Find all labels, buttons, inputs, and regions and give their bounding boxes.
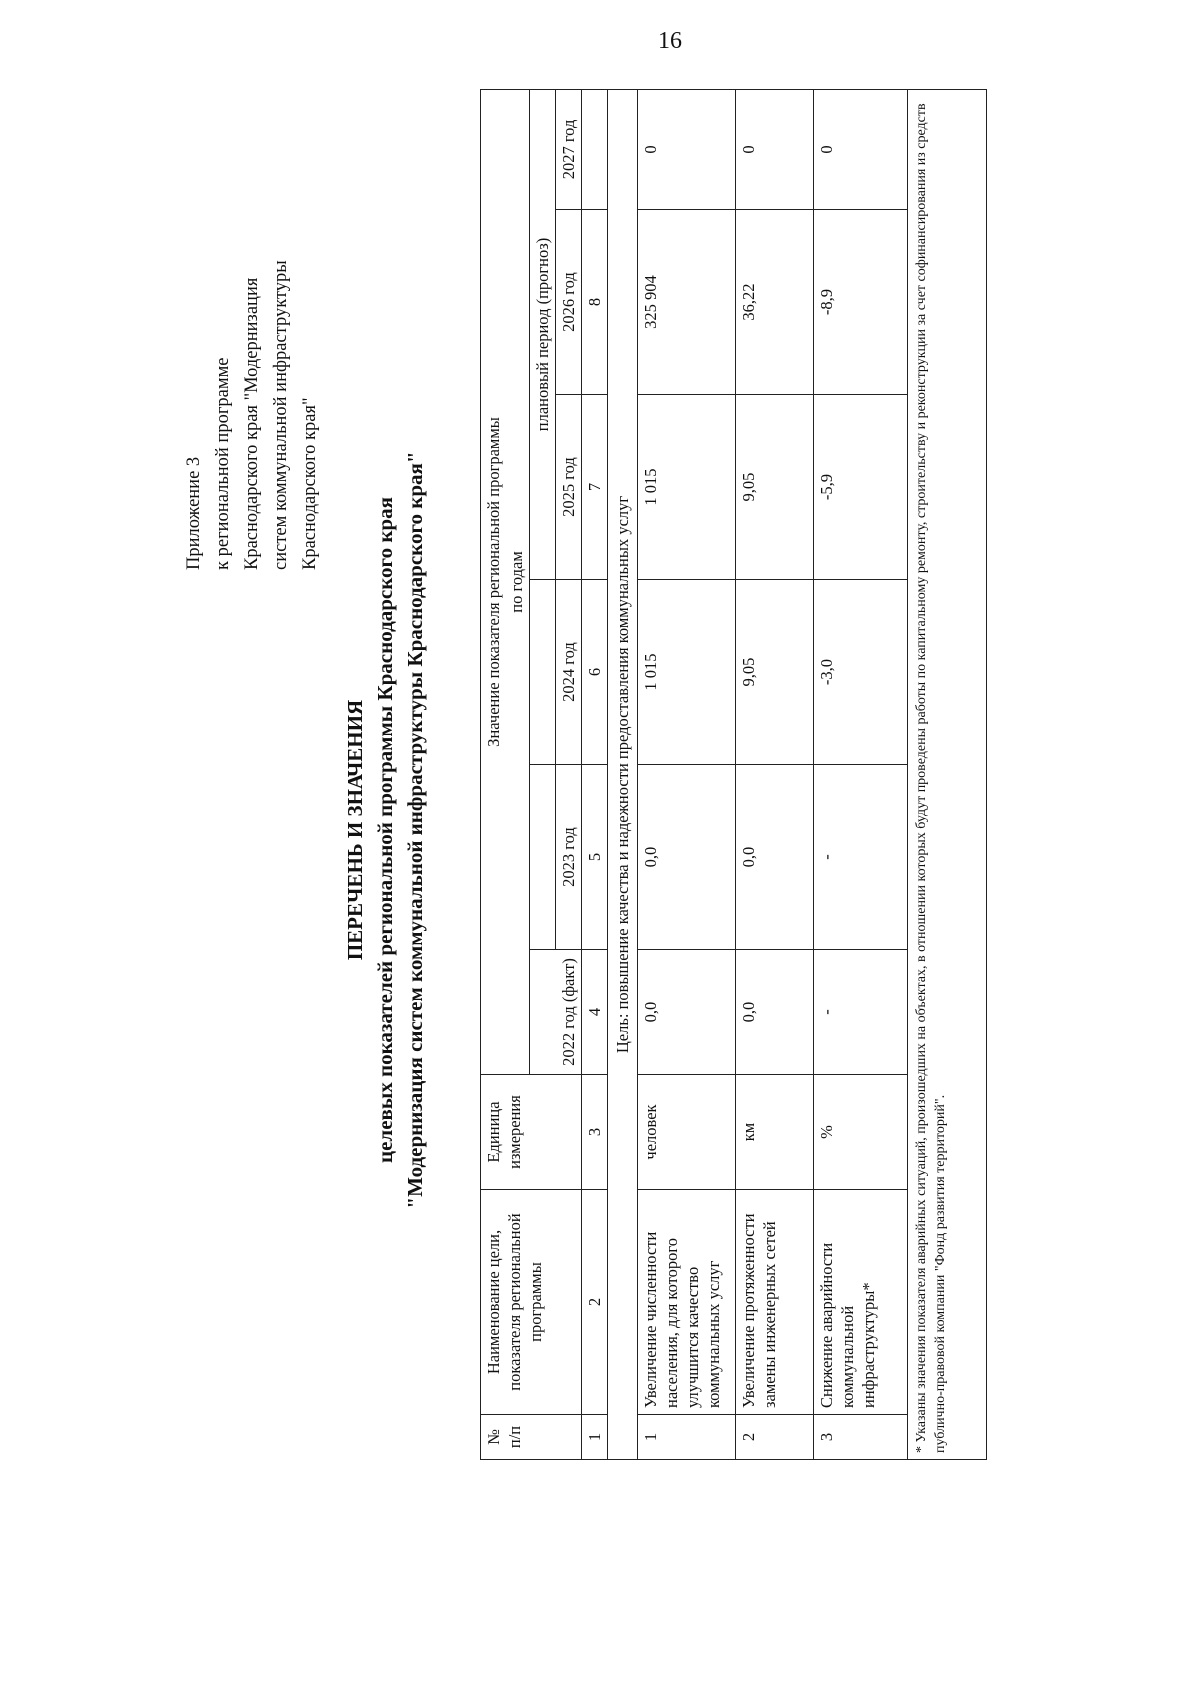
appendix-line: Краснодарского края" [300, 397, 320, 570]
column-number: 4 [582, 950, 608, 1075]
column-number: 2 [582, 1190, 608, 1415]
column-number: 6 [582, 580, 608, 765]
goal-row [608, 89, 638, 1459]
column-number: 1 [582, 1415, 608, 1460]
row-unit: человек [638, 1075, 736, 1190]
row-value: 0,0 [736, 765, 814, 950]
header-unit: Единица измерения [481, 1075, 582, 1190]
goal-text: Цель: повышение качества и надежности предоставления коммунальных услуг [608, 89, 638, 1459]
row-value: 0,0 [736, 950, 814, 1075]
header-year: 2024 год [556, 580, 582, 765]
appendix-note [180, 100, 325, 570]
header-planned-period: плановый период (прогноз) [530, 89, 556, 579]
row-value: -5,9 [814, 395, 908, 580]
row-num: 2 [736, 1415, 814, 1460]
header-year: 2025 год [556, 395, 582, 580]
row-value: -3,0 [814, 580, 908, 765]
row-num: 3 [814, 1415, 908, 1460]
row-value: 36,22 [736, 210, 814, 395]
appendix-line: к региональной программе [213, 357, 233, 570]
appendix-line: Приложение 3 [184, 456, 204, 570]
row-value: 0,0 [638, 950, 736, 1075]
row-value: 325 904 [638, 210, 736, 395]
row-indicator-name: Увеличение протяженности замены инженерных сетей [736, 1190, 814, 1415]
title-line-3: "Модернизация систем коммунальной инфраструктуры Краснодарского края" [403, 451, 427, 1209]
column-number: 5 [582, 765, 608, 950]
page-number: 16 [658, 28, 682, 54]
row-value: -8,9 [814, 210, 908, 395]
header-year: 2027 год [556, 89, 582, 209]
table-row [736, 89, 814, 1459]
row-value: 0,0 [638, 765, 736, 950]
table-row [638, 89, 736, 1459]
column-number: 3 [582, 1075, 608, 1190]
header-row-1 [481, 89, 507, 1459]
appendix-line: Краснодарского края "Модернизация [242, 277, 262, 570]
header-blank-2024 [530, 580, 556, 765]
title-line-2: целевых показателей региональной программы Краснодарского края [373, 497, 397, 1163]
row-value: 9,05 [736, 395, 814, 580]
row-value: 0 [736, 89, 814, 209]
row-indicator-name: Снижение аварийности коммунальной инфраструктуры* [814, 1190, 908, 1415]
row-value: - [814, 950, 908, 1075]
row-value: 1 015 [638, 580, 736, 765]
column-number: 7 [582, 395, 608, 580]
footnote-row [908, 89, 987, 1459]
appendix-line: систем коммунальной инфраструктуры [271, 260, 291, 570]
rotated-sheet [180, 70, 1060, 1590]
row-value: 0 [814, 89, 908, 209]
header-num: № п/п [481, 1415, 582, 1460]
header-value-group: Значение показателя региональной программы [481, 89, 507, 1074]
row-value: 1 015 [638, 395, 736, 580]
header-name: Наименование цели, показателя региональной программы [481, 1190, 582, 1415]
title-line-1: ПЕРЕЧЕНЬ И ЗНАЧЕНИЯ [343, 699, 367, 961]
column-number-blank [582, 89, 608, 209]
header-year: 2023 год [556, 765, 582, 950]
row-unit: % [814, 1075, 908, 1190]
header-fact-year: 2022 год (факт) [530, 950, 582, 1075]
row-value: 0 [638, 89, 736, 209]
header-blank-2023 [530, 765, 556, 950]
footnote-text: * Указаны значения показателя аварийных ситуаций, произошедших на объектах, в отношении которых будут проведены работы по капитальному ремонту, строительству и реконструкции за счет софинансирования из средств публично-правовой компании "Фонд развития территорий". [908, 89, 987, 1459]
table-row [814, 89, 908, 1459]
row-num: 1 [638, 1415, 736, 1460]
row-value: 9,05 [736, 580, 814, 765]
document-title [340, 70, 430, 1590]
indicators-table [480, 89, 987, 1460]
column-number: 8 [582, 210, 608, 395]
row-unit: км [736, 1075, 814, 1190]
header-year: 2026 год [556, 210, 582, 395]
header-by-years: по годам [506, 89, 530, 1074]
column-number-row [582, 89, 608, 1459]
row-value: - [814, 765, 908, 950]
row-indicator-name: Увеличение численности населения, для которого улучшится качество коммунальных услуг [638, 1190, 736, 1415]
